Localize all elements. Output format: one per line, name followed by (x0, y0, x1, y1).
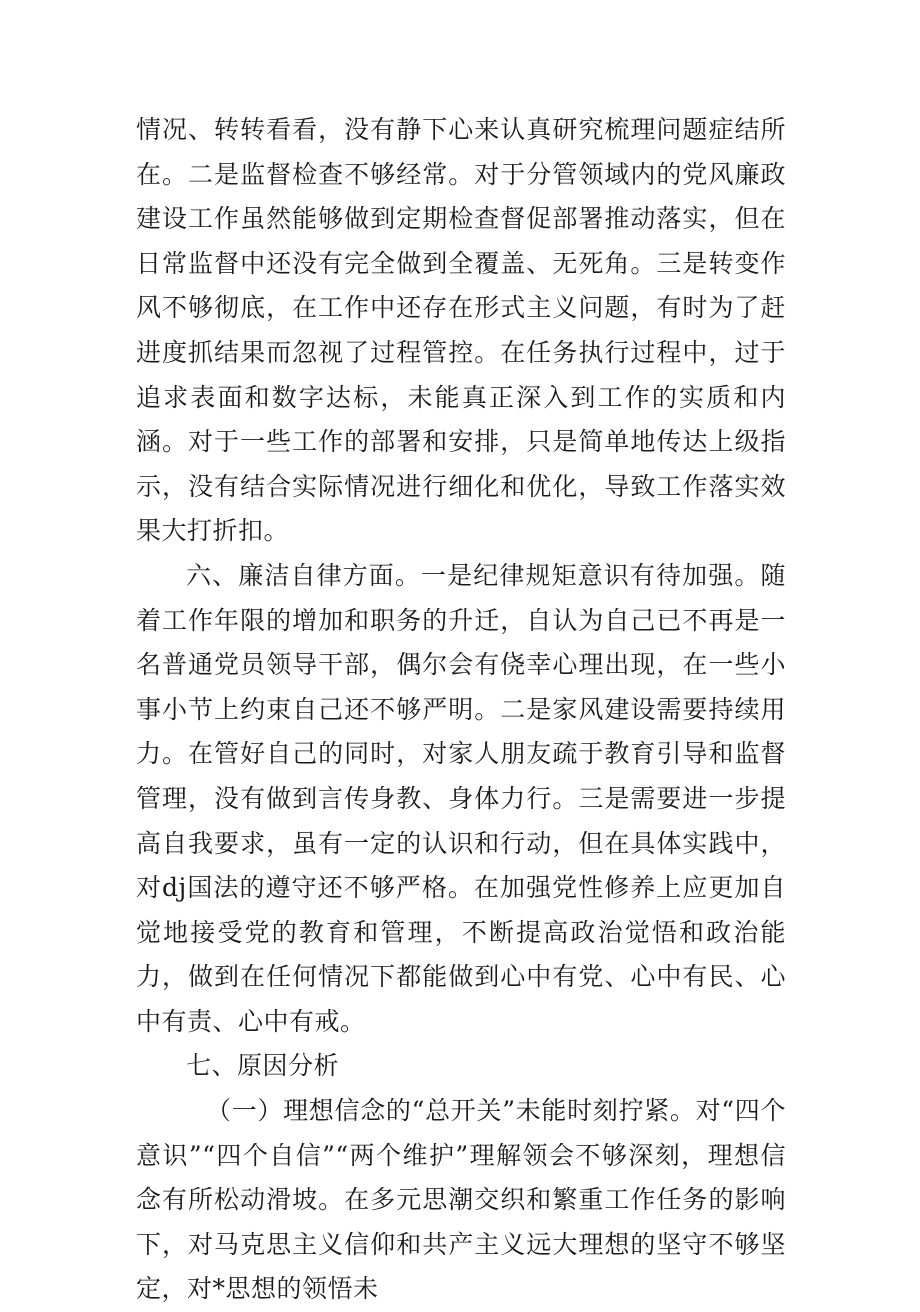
paragraph-subsection-one: （一）理想信念的“总开关”未能时刻拧紧。对“四个意识”“四个自信”“两个维护”理解领会不够深刻，理想信念有所松动滑坡。在多元思潮交织和繁重工作任务的影响下，对马克思主义信仰和共产主义远大理想的坚守不够坚定，对*思想的领悟未 (136, 1096, 786, 1304)
document-body (136, 108, 786, 1312)
section-seven-heading: 七、原因分析 (186, 1051, 340, 1081)
paragraph-section-six: 六、廉洁自律方面。一是纪律规矩意识有待加强。随着工作年限的增加和职务的升迁，自认为自己已不再是一名普通党员领导干部，偶尔会有侥幸心理出现，在一些小事小节上约束自己还不够严明。二是家风建设需要持续用力。在管好自己的同时，对家人朋友疏于教育引导和监督管理，没有做到言传身教、身体力行。三是需要进一步提高自我要求，虽有一定的认识和行动，但在具体实践中，对dj国法的遵守还不够严格。在加强党性修养上应更加自觉地接受党的教育和管理，不断提高政治觉悟和政治能力，做到在任何情况下都能做到心中有党、心中有民、心中有责、心中有戒。 (136, 560, 786, 1036)
paragraph-continuation: 情况、转转看看，没有静下心来认真研究梳理问题症结所在。二是监督检查不够经常。对于分管领域内的党风廉政建设工作虽然能够做到定期检查督促部署推动落实，但在日常监督中还没有完全做到全覆盖、无死角。三是转变作风不够彻底，在工作中还存在形式主义问题，有时为了赶进度抓结果而忽视了过程管控。在任务执行过程中，过于追求表面和数字达标，未能真正深入到工作的实质和内涵。对于一些工作的部署和安排，只是简单地传达上级指示，没有结合实际情况进行细化和优化，导致工作落实效果大打折扣。 (136, 115, 786, 546)
